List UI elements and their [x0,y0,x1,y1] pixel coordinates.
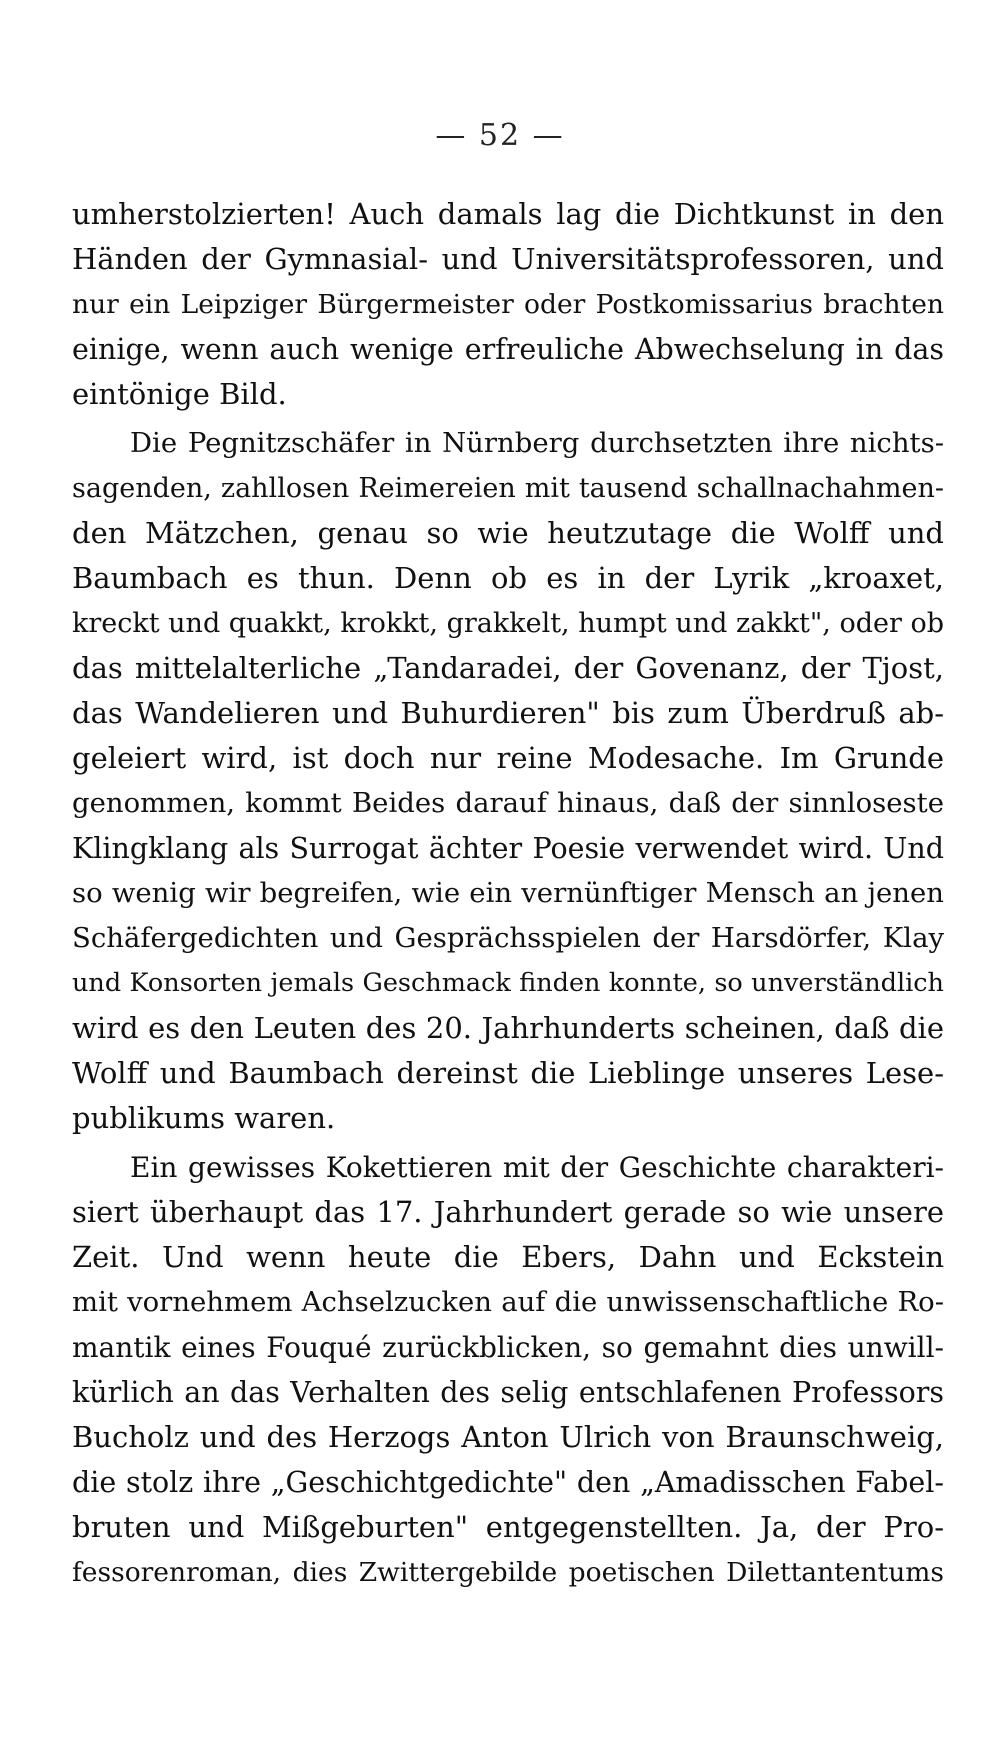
text-line: genommen, kommt Beides darauf hinaus, daß der sinnloseste [72,787,944,819]
text-line: den Mätzchen, genau so wie heutzutage die Wolff und [72,516,944,550]
text-line: fessorenroman, dies Zwittergebilde poetischen Dilettantentums [72,1557,944,1588]
text-line: Klingklang als Surrogat ächter Poesie verwendet wird. Und [72,832,944,865]
text-line: umherstolzierten! Auch damals lag die Dichtkunst in den [72,197,944,231]
text-line: Wolff und Baumbach dereinst die Lieblinge unseres Lese- [72,1056,944,1090]
text-line: die stolz ihre „Geschichtgedichte" den „Amadisschen Fabel- [72,1466,944,1499]
text-line: geleiert wird, ist doch nur reine Modesache. Im Grunde [72,741,944,775]
text-line: Händen der Gymnasial- und Universitätsprofessoren, und [72,242,944,276]
text-line: das Wandelieren und Buhurdieren" bis zum Überdruß ab- [72,696,944,730]
text-line: und Konsorten jemals Geschmack finden konnte, so unverständlich [72,968,944,998]
text-line: nur ein Leipziger Bürgermeister oder Postkomissarius brachten [72,289,944,320]
text-line: Bucholz und des Herzogs Anton Ulrich von Braunschweig, [72,1420,944,1454]
text-line: sagenden, zahllosen Reimereien mit tausend schallnachahmen- [72,473,944,504]
text-line: kreckt und quakkt, krokkt, grakkelt, humpt und zakkt", oder ob [72,608,944,639]
text-line: einige, wenn auch wenige erfreuliche Abwechselung in das [72,333,944,366]
text-line: mantik eines Fouqué zurückblicken, so gemahnt dies unwill- [72,1331,944,1364]
text-line: bruten und Mißgeburten" entgegenstellten. Ja, der Pro- [72,1510,944,1544]
text-line: Baumbach es thun. Denn ob es in der Lyrik „kroaxet, [72,561,944,595]
text-line: Die Pegnitzschäfer in Nürnberg durchsetzten ihre nichts- [130,427,944,459]
text-line: so wenig wir begreifen, wie ein vernünftiger Mensch an jenen [72,877,944,909]
page-number: — 52 — [435,118,565,153]
text-line: Schäfergedichten und Gesprächsspielen der Harsdörfer, Klay [72,922,944,954]
text-line: publikums waren. [72,1101,336,1135]
text-line: wird es den Leuten des 20. Jahrhunderts scheinen, daß die [72,1011,944,1045]
text-line: eintönige Bild. [72,377,287,411]
text-line: kürlich an das Verhalten des selig entschlafenen Professors [72,1376,944,1409]
text-line: mit vornehmem Achselzucken auf die unwissenschaftliche Ro- [72,1286,944,1318]
text-line: siert überhaupt das 17. Jahrhundert gerade so wie unsere [72,1195,944,1229]
text-line: Ein gewisses Kokettieren mit der Geschichte charakteri- [130,1151,944,1184]
body-text [72,192,944,1595]
text-line: das mittelalterliche „Tandaradei, der Govenanz, der Tjost, [72,651,944,685]
text-line: Zeit. Und wenn heute die Ebers, Dahn und Eckstein [72,1240,944,1274]
